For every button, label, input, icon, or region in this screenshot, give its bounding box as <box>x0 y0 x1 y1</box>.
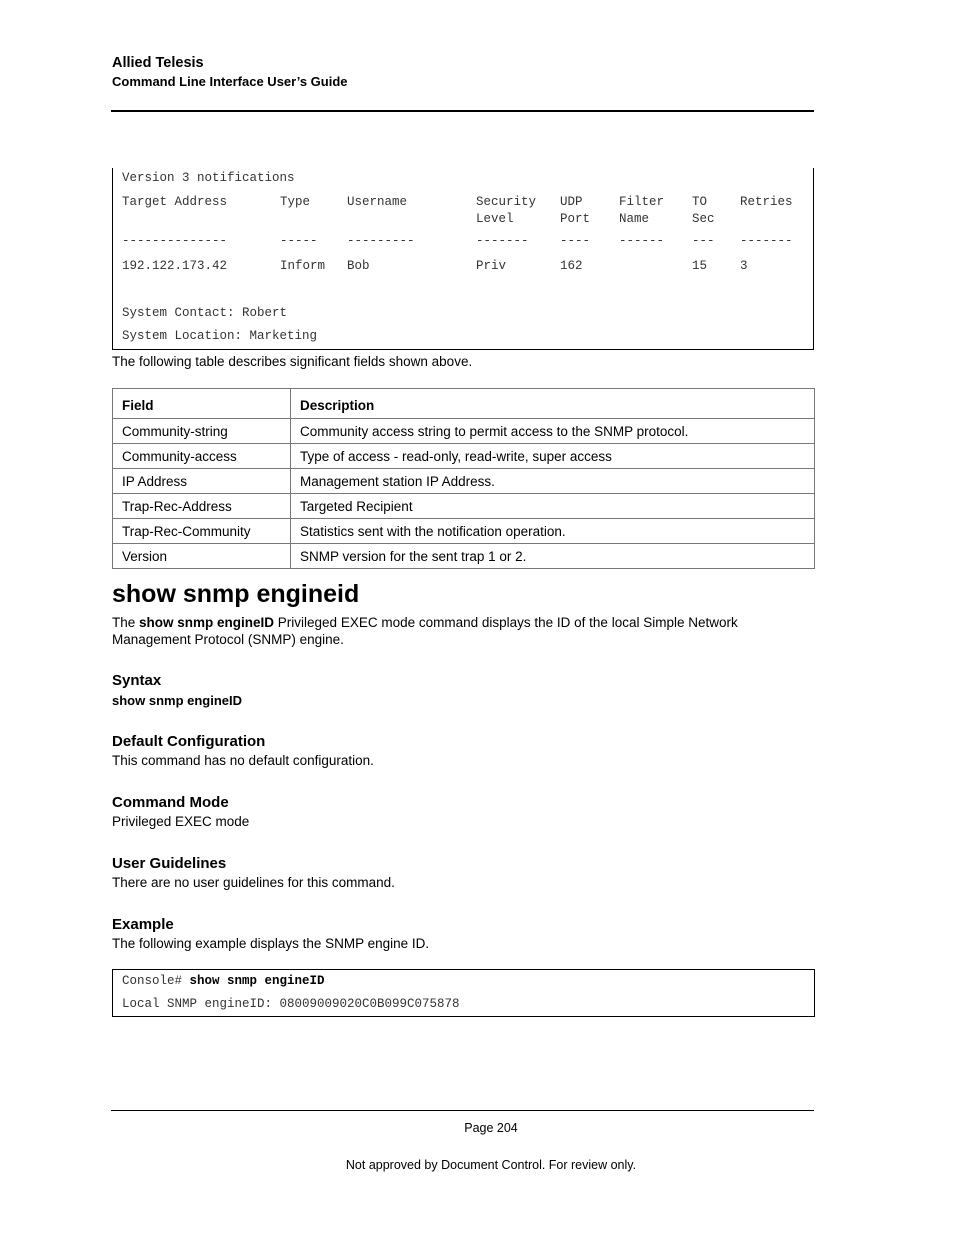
dash-type: ----- <box>280 234 318 248</box>
console-output: Local SNMP engineID: 08009009020C0B099C075878 <box>122 997 460 1011</box>
section-title: show snmp engineid <box>112 580 360 608</box>
dash-username: --------- <box>347 234 415 248</box>
row-retries: 3 <box>740 259 748 273</box>
row-username: Bob <box>347 259 370 273</box>
description-cell: Statistics sent with the notification operation. <box>291 519 815 544</box>
col-retries: Retries <box>740 195 793 209</box>
header-company: Allied Telesis <box>112 55 204 71</box>
col-udp-port: Port <box>560 212 591 226</box>
notifications-code-block <box>112 168 814 350</box>
header-field: Field <box>113 389 291 419</box>
header-guide-title: Command Line Interface User’s Guide <box>112 74 348 89</box>
col-udp: UDP <box>560 195 583 209</box>
example-heading: Example <box>112 916 174 933</box>
console-command-line <box>122 974 325 988</box>
default-config-text: This command has no default configuration. <box>112 753 374 768</box>
header-divider <box>111 110 814 112</box>
col-filter: Filter <box>619 195 665 209</box>
col-security: Security <box>476 195 537 209</box>
dash-security: ------- <box>476 234 529 248</box>
dash-target: -------------- <box>122 234 228 248</box>
page-number: Page 204 <box>464 1121 518 1135</box>
desc-prefix: The <box>112 615 140 630</box>
col-to: TO <box>692 195 708 209</box>
row-security: Priv <box>476 259 507 273</box>
table-row <box>113 544 815 569</box>
command-mode-heading: Command Mode <box>112 794 229 811</box>
example-code-block <box>112 969 815 1017</box>
table-row <box>113 444 815 469</box>
header-description: Description <box>291 389 815 419</box>
col-to-sec: Sec <box>692 212 715 226</box>
field-cell: Community-access <box>113 444 291 469</box>
section-description-line1 <box>112 615 738 630</box>
desc-rest: Privileged EXEC mode command displays the ID of the local Simple Network <box>274 615 738 630</box>
system-contact: System Contact: Robert <box>122 306 288 320</box>
table-intro-text: The following table describes significant fields shown above. <box>112 354 473 369</box>
dash-retries: ------- <box>740 234 793 248</box>
table-header-row <box>113 389 815 419</box>
col-type: Type <box>280 195 311 209</box>
system-location: System Location: Marketing <box>122 329 318 343</box>
code-title: Version 3 notifications <box>122 171 295 185</box>
table-row <box>113 519 815 544</box>
syntax-heading: Syntax <box>112 672 162 689</box>
default-config-heading: Default Configuration <box>112 733 266 750</box>
col-security-level: Level <box>476 212 514 226</box>
console-command: show snmp engineID <box>189 974 325 988</box>
table-row <box>113 469 815 494</box>
fields-table <box>112 388 815 569</box>
table-row <box>113 419 815 444</box>
row-udp: 162 <box>560 259 583 273</box>
description-cell: Community access string to permit access to the SNMP protocol. <box>291 419 815 444</box>
col-username: Username <box>347 195 408 209</box>
field-cell: Community-string <box>113 419 291 444</box>
dash-filter: ------ <box>619 234 665 248</box>
desc-command: show snmp engineID <box>139 615 275 630</box>
footer-divider <box>111 1110 814 1111</box>
command-mode-text: Privileged EXEC mode <box>112 814 250 829</box>
description-cell: Type of access - read-only, read-write, super access <box>291 444 815 469</box>
console-prompt: Console# <box>122 974 190 988</box>
example-text: The following example displays the SNMP engine ID. <box>112 936 430 951</box>
field-cell: IP Address <box>113 469 291 494</box>
section-description-line2: Management Protocol (SNMP) engine. <box>112 632 344 647</box>
description-cell: SNMP version for the sent trap 1 or 2. <box>291 544 815 569</box>
row-type: Inform <box>280 259 326 273</box>
field-cell: Trap-Rec-Address <box>113 494 291 519</box>
col-filter-name: Name <box>619 212 650 226</box>
field-cell: Version <box>113 544 291 569</box>
review-note: Not approved by Document Control. For review only. <box>345 1158 637 1172</box>
syntax-command: show snmp engineID <box>112 693 243 708</box>
user-guidelines-text: There are no user guidelines for this command. <box>112 875 395 890</box>
description-cell: Management station IP Address. <box>291 469 815 494</box>
table-row <box>113 494 815 519</box>
field-cell: Trap-Rec-Community <box>113 519 291 544</box>
dash-to: --- <box>692 234 715 248</box>
col-target-address: Target Address <box>122 195 228 209</box>
dash-udp: ---- <box>560 234 591 248</box>
user-guidelines-heading: User Guidelines <box>112 855 227 872</box>
description-cell: Targeted Recipient <box>291 494 815 519</box>
row-to: 15 <box>692 259 708 273</box>
row-target: 192.122.173.42 <box>122 259 228 273</box>
